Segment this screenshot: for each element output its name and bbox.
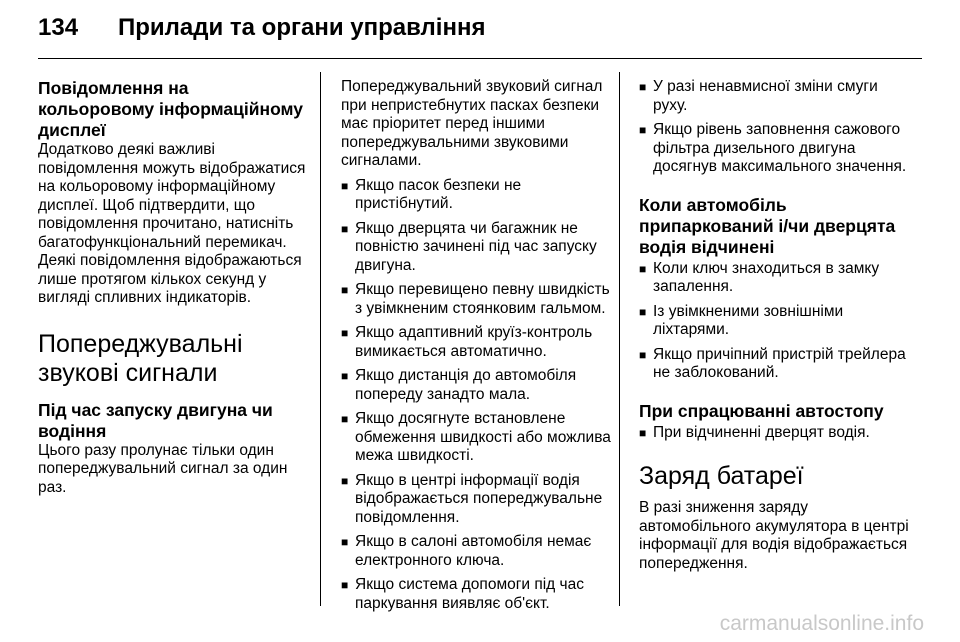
list-item: ■ Якщо причіпний пристрій трейлера не заблокований. [639, 346, 909, 383]
page-number: 134 [38, 14, 79, 41]
parked-conditions-list [639, 260, 909, 383]
column-1 [38, 78, 306, 497]
column-divider-1 [320, 72, 321, 606]
list-item: ■ Якщо дистанція до автомобіля попереду занадто мала. [341, 367, 611, 404]
page-header [38, 14, 485, 48]
section-title-autostop: При спрацюванні автостопу [639, 400, 884, 421]
list-item: ■ При відчиненні дверцят водія. [639, 424, 909, 443]
list-item: ■ Якщо система допомоги під час паркування виявляє об'єкт. [341, 576, 611, 613]
column-2 [341, 78, 611, 619]
watermark: carmanualsonline.info [719, 612, 924, 635]
section-body-color-display: Додатково деякі важливі повідомлення можуть відображатися на кольоровому інформаційному дисплеї. Щоб підтвердити, що повідомлення прочитано, натисніть багатофункціональний перемикач. Деякі повідомлення відображаються лише протягом кількох секунд у вигляді спливних індикаторів. [38, 141, 306, 306]
chime-intro: Попереджувальний звуковий сигнал при непристебнутих пасках безпеки має пріоритет перед іншими попереджувальними звуковими сигналами. [341, 78, 603, 169]
list-item: ■ Із увімкненими зовнішніми ліхтарями. [639, 303, 909, 340]
list-item: ■ Якщо в центрі інформації водія відображається попереджувальне повідомлення. [341, 472, 611, 528]
list-item: ■ Якщо в салоні автомобіля немає електронного ключа. [341, 533, 611, 570]
list-item: ■ Якщо досягнуте встановлене обмеження швидкості або можлива межа швидкості. [341, 410, 611, 466]
list-item: ■ Якщо перевищено певну швидкість з увімкненим стоянковим гальмом. [341, 281, 611, 318]
section-title-warning-chimes: Попереджувальні звукові сигнали [38, 329, 243, 387]
section-body-battery: В разі зниження заряду автомобільного акумулятора в центрі інформації для водія відображається попередження. [639, 499, 909, 572]
header-divider [38, 58, 922, 59]
section-body-start-driving: Цього разу пролунає тільки один попереджувальний сигнал за один раз. [38, 441, 288, 496]
list-item: ■ Якщо рівень заповнення сажового фільтра дизельного двигуна досягнув максимального значення. [639, 121, 909, 177]
chapter-title: Прилади та органи управління [118, 14, 486, 41]
list-item: ■ Коли ключ знаходиться в замку запалення. [639, 260, 909, 297]
column-3 [639, 78, 909, 573]
autostop-conditions-list [639, 424, 909, 443]
section-title-battery: Заряд батареї [639, 462, 804, 490]
list-item: ■ Якщо дверцята чи багажник не повністю зачинені під час запуску двигуна. [341, 220, 611, 276]
column-divider-2 [619, 72, 620, 606]
section-title-color-display: Повідомлення на кольоровому інформаційному дисплеї [38, 78, 303, 140]
list-item: ■ Якщо пасок безпеки не пристібнутий. [341, 177, 611, 214]
section-title-parked: Коли автомобіль припаркований і/чи дверцята водія відчинені [639, 194, 896, 257]
list-item: ■ Якщо адаптивний круїз-контроль вимикається автоматично. [341, 324, 611, 361]
list-item: ■ У разі ненавмисної зміни смуги руху. [639, 78, 909, 115]
chime-conditions-list [341, 177, 611, 614]
section-title-start-driving: Під час запуску двигуна чи водіння [38, 399, 273, 441]
chime-conditions-list-continued [639, 78, 909, 177]
